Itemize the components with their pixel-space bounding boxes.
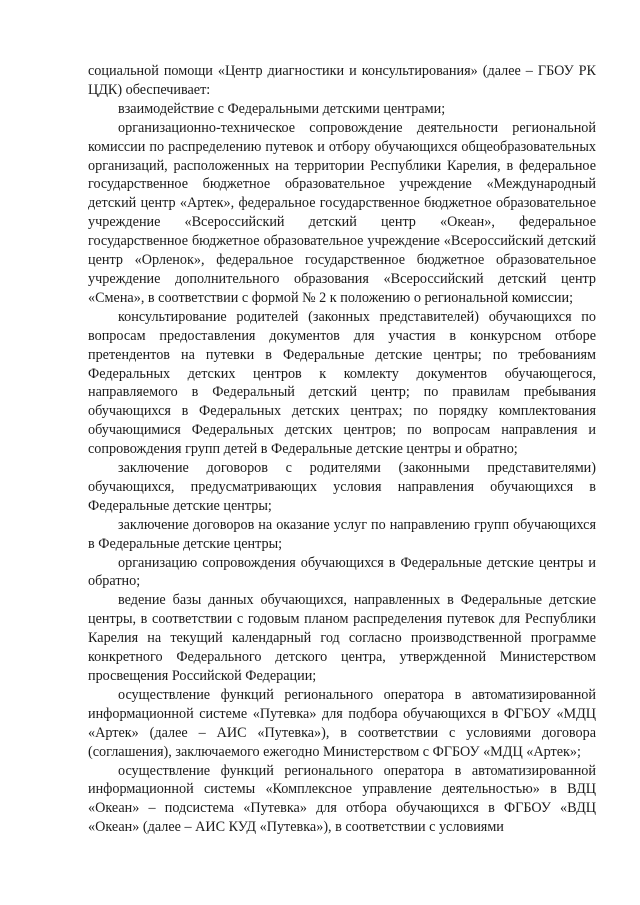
paragraph-okean-operator: осуществление функций регионального оператора в автоматизированной информационной системы «Комплексное управление деятельностью» в ВДЦ «Океан» – подсистема «Путевка» для отбора обучающихся в ФГБОУ «ВДЦ «Океан» (далее – АИС КУД «Путевка»), в соответствии с условиями [88,762,596,836]
paragraph-interaction: взаимодействие с Федеральными детскими центрами; [118,100,446,117]
paragraph-service-contracts: заключение договоров на оказание услуг по направлению групп обучающихся в Федеральные детские центры; [88,516,596,552]
paragraph-database: ведение базы данных обучающихся, направленных в Федеральные детские центры, в соответствии с годовым планом распределения путевок для Республики Карелия на текущий календарный год согласно производственной программе конкретного Федерального детского центра, утвержденной Министерством просвещения Российской Федерации; [88,592,596,684]
paragraph-consulting: консультирование родителей (законных представителей) обучающихся по вопросам предоставления документов для участия в конкурсном отборе претендентов на путевки в Федеральные детские центры; по требованиям Федеральных детских центров к комлекту документов обучающегося, направляемого в Федеральный детский центр; по правилам пребывания обучающихся в Федеральных детских центрах; по порядку комплектования обучающимися Федеральных детских центров; по вопросам направления и сопровождения групп детей в Федеральные детские центры и обратно; [88,308,596,458]
paragraph-escort: организацию сопровождения обучающихся в Федеральные детские центры и обратно; [88,554,596,590]
document-page [88,62,596,837]
paragraph-artek-operator: осуществление функций регионального оператора в автоматизированной информационной системе «Путевка» для подбора обучающихся в ФГБОУ «МДЦ «Артек» (далее – АИС «Путевка»), в соответствии с условиями договора (соглашения), заключаемого ежегодно Министерством с ФГБОУ «МДЦ «Артек»; [88,686,596,760]
paragraph-commission-support: организационно-техническое сопровождение деятельности региональной комиссии по распределению путевок и отбору обучающихся общеобразовательных организаций, расположенных на территории Республики Карелия, в федеральное государственное бюджетное образовательное учреждение «Международный детский центр «Артек», федеральное государственное бюджетное образовательное учреждение «Всероссийский детский центр «Океан», федеральное государственное бюджетное образовательное учреждение «Всероссийский детский центр «Орленок», федеральное государственное бюджетное образовательное учреждение дополнительного образования «Всероссийский детский центр «Смена», в соответствии с формой № 2 к положению о региональной комиссии; [88,119,596,306]
paragraph-continuation: социальной помощи «Центр диагностики и консультирования» (далее – ГБОУ РК ЦДК) обеспечивает: [88,63,596,98]
paragraph-parent-contracts: заключение договоров с родителями (законными представителями) обучающихся, предусматривающих условия направления обучающихся в Федеральные детские центры; [88,460,596,514]
